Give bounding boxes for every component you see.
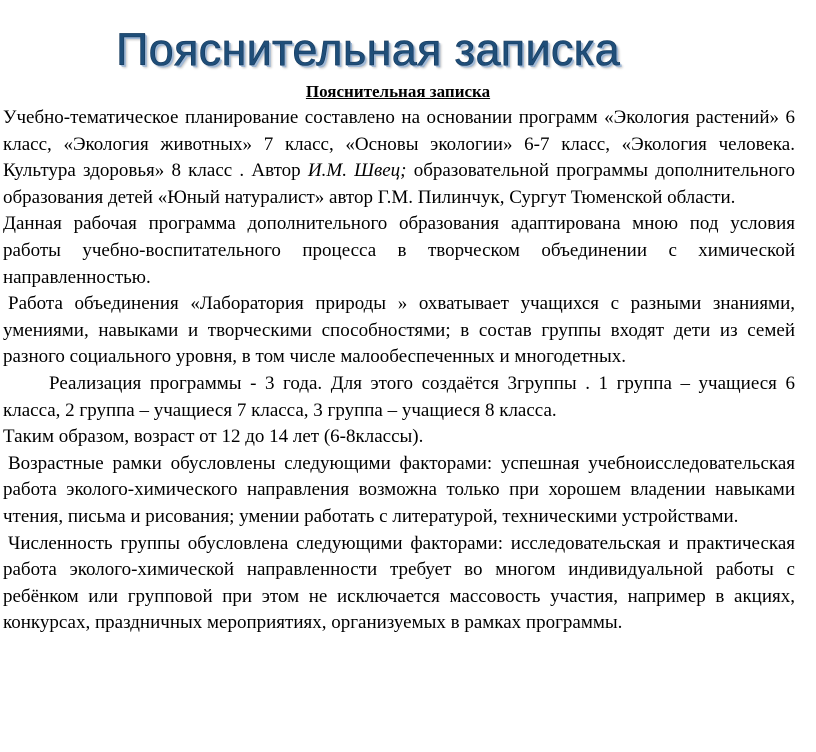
paragraph-program-basis-text-a: Учебно-тематическое планирование составлено на основании программ «Экология растений» 6 класс, «Экология животных» 7 класс, «Основы экологии» 6-7 класс, «Экология человека. Культура здоровья» 8 класс . Автор [3, 107, 795, 182]
page-banner-title: Пояснительная записка [116, 24, 620, 75]
paragraph-age: Таким образом, возраст от 12 до 14 лет (6-8классы). [3, 426, 424, 448]
paragraph-program-basis [3, 105, 795, 211]
paragraph-adaptation: Данная рабочая программа дополнительного образования адаптирована мною под условия работы учебно-воспитательного процесса в творческом объединении с химической направленностью. [3, 213, 795, 288]
document-body [3, 105, 795, 637]
paragraph-implementation: Реализация программы - 3 года. Для этого создаётся 3группы . 1 группа – учащиеся 6 класса, 2 группа – учащиеся 7 класса, 3 группа – учащиеся 8 класса. [3, 372, 795, 421]
document-heading: Пояснительная записка [305, 82, 491, 101]
paragraph-group-size: Численность группы обусловлена следующими факторами: исследовательская и практическая работа эколого-химической направленности требует во многом индивидуальной работы с ребёнком или групповой при этом не исключается массовость участия, например в акциях, конкурсах, праздничных мероприятиях, организуемых в рамках программы. [3, 532, 795, 634]
paragraph-age-factors: Возрастные рамки обусловлены следующими факторами: успешная учебноисследовательская работа эколого-химического направления возможна только при хорошем владении навыками чтения, письма и рисования; умении работать с литературой, техническими устройствами. [3, 452, 795, 527]
author-name: И.М. Швец; [307, 160, 407, 182]
paragraph-program-basis-text-b: образовательной программы дополнительного образования детей «Юный натуралист» автор Г.М. Пилинчук, Сургут Тюменской области. [3, 160, 795, 208]
paragraph-association: Работа объединения «Лаборатория природы » охватывает учащихся с разными знаниями, умениями, навыками и творческими способностями; в состав группы входят дети из семей разного социального уровня, в том числе малообеспеченных и многодетных. [3, 293, 795, 368]
